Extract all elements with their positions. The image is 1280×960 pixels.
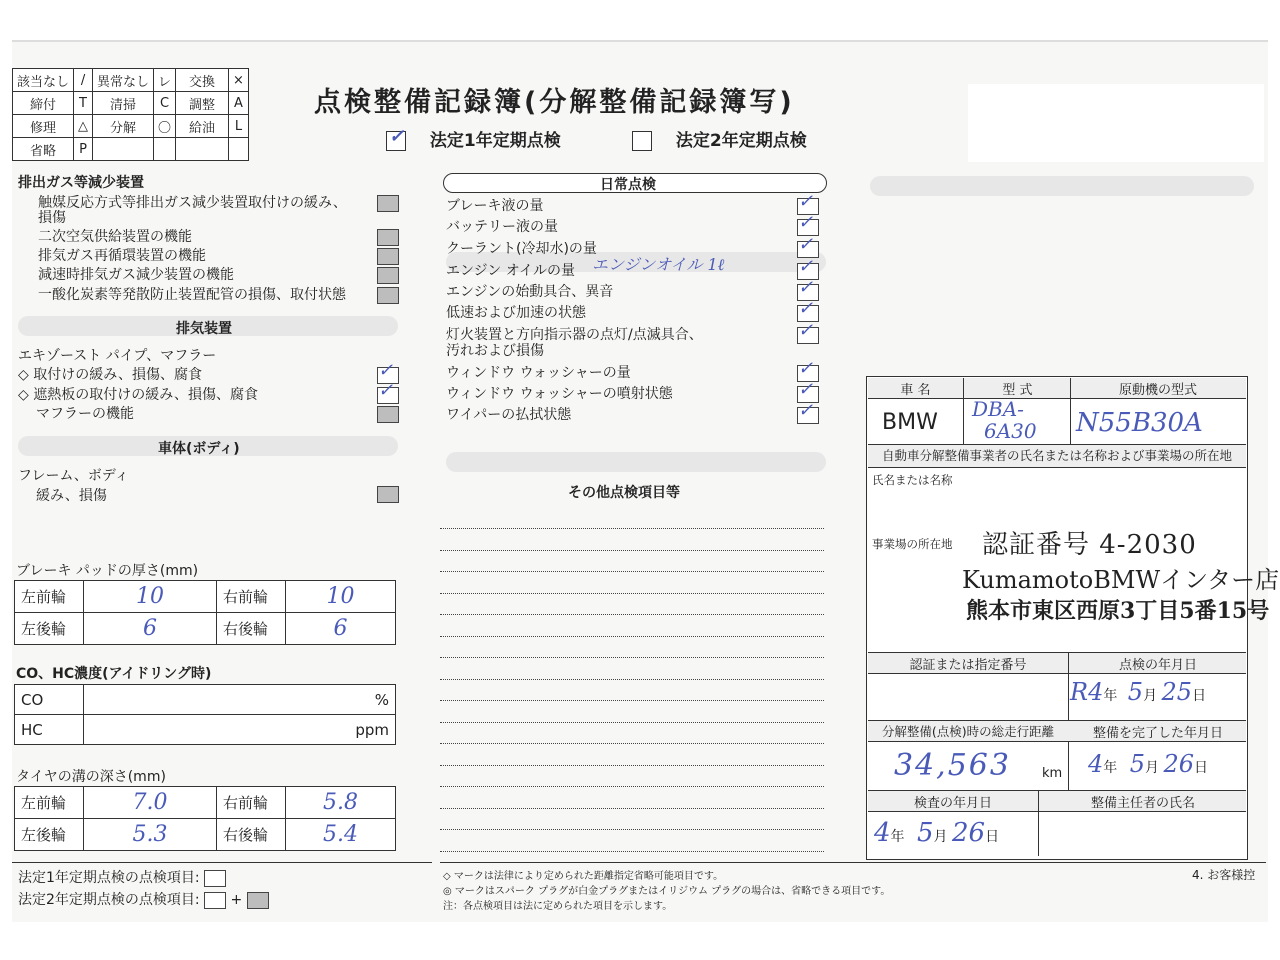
ghost-band <box>870 176 1254 196</box>
daily-item: 灯火装置と方向指示器の点灯/点滅具合、 <box>446 327 703 343</box>
legend-cell: A <box>229 92 249 115</box>
shop-name: KumamotoBMWインター店 <box>962 566 1280 594</box>
year-unit: 年 <box>890 829 905 845</box>
other-item-line[interactable] <box>440 679 824 680</box>
complete-label: 整備を完了した年月日 <box>1092 726 1223 741</box>
note-3: 注：各点検項目は法に定められた項目を示します。 <box>443 901 673 912</box>
other-item-line[interactable] <box>440 550 824 551</box>
legend-cell: P <box>74 138 93 161</box>
legend-gray-box <box>247 892 269 909</box>
month-unit: 月 <box>933 829 948 845</box>
exhaust-item: ◇ 遮熱板の取付けの緩み、損傷、腐食 <box>18 387 259 403</box>
other-item-line[interactable] <box>440 636 824 637</box>
other-item-line[interactable] <box>440 657 824 658</box>
legend-cell: △ <box>74 115 93 138</box>
brake-rr-value[interactable]: 6 <box>286 613 396 645</box>
legend-cell: / <box>74 69 93 92</box>
daily-checkmark: ✓ <box>798 234 814 255</box>
brake-rl-value[interactable]: 6 <box>84 613 217 645</box>
footer-annual2-label: 法定2年定期点検の点検項目: <box>18 892 200 908</box>
legend-cell: 分解 <box>93 115 154 138</box>
tire-fr-label: 右前輪 <box>217 787 286 819</box>
other-item-line[interactable] <box>440 700 824 701</box>
exam-day: 26 <box>952 818 986 848</box>
checkbox-annual1[interactable] <box>386 126 406 151</box>
legend-cell <box>229 138 249 161</box>
emission-checkbox[interactable] <box>377 248 399 265</box>
legend-cell: 修理 <box>13 115 74 138</box>
cert-label: 認証または指定番号 <box>909 658 1027 673</box>
inspect-month: 5 <box>1127 678 1144 706</box>
notes-divider <box>440 862 1266 863</box>
mileage-unit: km <box>1042 766 1063 781</box>
footer-annual1 <box>18 867 226 887</box>
brake-fl-value[interactable]: 10 <box>84 581 217 613</box>
exhaust-checkmark: ✓ <box>378 360 394 381</box>
daily-checkmark: ✓ <box>798 191 814 212</box>
legend-cell: 交換 <box>176 69 229 92</box>
daily-checkmark: ✓ <box>798 320 814 341</box>
legend-cell: C <box>154 92 176 115</box>
emission-item: 減速時排気ガス減少装置の機能 <box>38 267 234 283</box>
legend-cell <box>93 138 154 161</box>
emission-item: 排気ガス再循環装置の機能 <box>38 248 206 264</box>
emission-item: 損傷 <box>38 210 66 226</box>
brake-pad-table <box>14 580 396 645</box>
complete-day: 26 <box>1163 750 1195 778</box>
mileage-value[interactable]: 34,563 <box>894 748 1011 783</box>
footer-annual2 <box>18 889 269 909</box>
tire-fr-value[interactable]: 5.8 <box>286 787 396 819</box>
inspect-day: 25 <box>1161 678 1193 706</box>
footer-plus: + <box>230 892 243 908</box>
daily-checkmark: ✓ <box>798 256 814 277</box>
note-2: ◎ マークはスパーク プラグが白金プラグまたはイリジウム プラグの場合は、省略できる項目です。 <box>443 886 891 897</box>
daily-item: ウィンドウ ウォッシャーの量 <box>446 365 631 381</box>
tire-rr-label: 右後輪 <box>217 819 286 851</box>
brake-rr-label: 右後輪 <box>217 613 286 645</box>
brake-fl-label: 左前輪 <box>15 581 84 613</box>
engine-model-label: 原動機の型式 <box>1118 383 1197 398</box>
other-item-line[interactable] <box>440 829 824 830</box>
daily-item: ブレーキ液の量 <box>446 198 544 214</box>
daily-item: エンジンの始動具合、異音 <box>446 284 614 300</box>
inspect-date-label: 点検の年月日 <box>1118 658 1197 673</box>
exhaust-item: マフラーの機能 <box>36 406 134 422</box>
emission-checkbox[interactable] <box>377 229 399 246</box>
car-name-label: 車 名 <box>900 383 931 398</box>
page-title: 点検整備記録簿(分解整備記録簿写) <box>314 87 795 118</box>
daily-item: ウィンドウ ウォッシャーの噴射状態 <box>446 386 673 402</box>
annual2-label: 法定2年定期点検 <box>675 131 807 151</box>
daily-checkmark: ✓ <box>798 358 814 379</box>
emission-checkbox[interactable] <box>377 287 399 304</box>
legend-row <box>13 92 249 115</box>
exhaust-title: 排気装置 <box>176 321 232 337</box>
legend-cell: T <box>74 92 93 115</box>
day-unit: 日 <box>985 829 1000 845</box>
emission-title: 排出ガス等減少装置 <box>18 175 144 191</box>
oil-handwritten-note: エンジンオイル 1ℓ <box>592 255 725 274</box>
other-item-line[interactable] <box>440 765 824 766</box>
month-unit: 月 <box>1143 688 1158 704</box>
body-item: 緩み、損傷 <box>36 488 107 504</box>
other-title: その他点検項目等 <box>568 485 680 501</box>
exhaust-item: ◇ 取付けの緩み、損傷、腐食 <box>18 367 203 383</box>
exam-date[interactable] <box>874 818 999 848</box>
checkbox-annual2[interactable] <box>632 131 652 151</box>
exhaust-checkmark: ✓ <box>378 380 394 401</box>
legend-row <box>13 115 249 138</box>
model-line-1: DBA- <box>972 397 1024 421</box>
other-item-line[interactable] <box>440 743 824 744</box>
operator-header: 自動車分解整備事業者の氏名または名称および事業場の所在地 <box>868 444 1246 468</box>
other-item-line[interactable] <box>440 614 824 615</box>
legend-cell: 〇 <box>154 115 176 138</box>
daily-item: ワイパーの払拭状態 <box>446 407 572 423</box>
body-checkbox[interactable] <box>377 486 399 503</box>
exam-label: 検査の年月日 <box>913 796 992 811</box>
daily-title: 日常点検 <box>600 177 656 193</box>
year-unit: 年 <box>1103 760 1118 776</box>
complete-date[interactable] <box>1088 750 1208 778</box>
legend-table <box>12 68 249 161</box>
ghost-band <box>446 452 826 472</box>
footer-divider <box>12 862 432 863</box>
other-item-line[interactable] <box>440 593 824 594</box>
annual1-checkmark: ✓ <box>389 126 405 147</box>
divider <box>1038 790 1039 856</box>
inspect-date[interactable] <box>1070 678 1206 706</box>
body-title: 車体(ボディ) <box>158 441 240 457</box>
tire-rl-value[interactable]: 5.3 <box>84 819 217 851</box>
legend-cell: 給油 <box>176 115 229 138</box>
brake-fr-label: 右前輪 <box>217 581 286 613</box>
daily-checkmark: ✓ <box>798 400 814 421</box>
model-line-2: 6A30 <box>984 419 1037 443</box>
daily-item: クーラント(冷却水)の量 <box>446 241 597 257</box>
legend-white-box <box>204 870 226 887</box>
daily-checkmark: ✓ <box>798 212 814 233</box>
co-unit[interactable]: % <box>84 685 396 715</box>
co-title: CO、HC濃度(アイドリング時) <box>16 666 212 682</box>
emission-checkbox[interactable] <box>377 195 399 212</box>
redacted-area <box>968 84 1264 162</box>
cert-number: 認証番号 4-2030 <box>982 530 1197 560</box>
name-label: 氏名または名称 <box>872 473 953 487</box>
complete-year: 4 <box>1088 750 1104 778</box>
tire-rl-label: 左後輪 <box>15 819 84 851</box>
hc-unit[interactable]: ppm <box>84 715 396 745</box>
daily-item: バッテリー液の量 <box>446 219 558 235</box>
hc-label: HC <box>15 715 84 745</box>
month-unit: 月 <box>1145 760 1160 776</box>
other-item-line[interactable] <box>440 786 824 787</box>
chief-label: 整備主任者の氏名 <box>1090 796 1195 811</box>
co-label: CO <box>15 685 84 715</box>
model-value[interactable] <box>972 398 1037 442</box>
ghost-text <box>400 40 411 70</box>
emission-item: 二次空気供給装置の機能 <box>38 229 192 245</box>
divider <box>963 378 964 444</box>
inspection-type-annual1[interactable] <box>386 126 561 151</box>
address-label: 事業場の所在地 <box>872 537 953 551</box>
legend-cell: 省略 <box>13 138 74 161</box>
emission-checkbox[interactable] <box>377 267 399 284</box>
other-item-line[interactable] <box>440 722 824 723</box>
daily-checkmark: ✓ <box>798 277 814 298</box>
body-sub: フレーム、ボディ <box>18 468 129 484</box>
co-table <box>14 684 396 745</box>
note-1: ◇ マークは法律により定められた距離指定省略可能項目です。 <box>443 871 724 882</box>
footer-annual1-label: 法定1年定期点検の点検項目: <box>18 870 200 886</box>
legend-cell: 該当なし <box>13 69 74 92</box>
exam-year: 4 <box>874 818 891 848</box>
daily-item: 汚れおよび損傷 <box>446 343 544 359</box>
legend-cell: 異常なし <box>93 69 154 92</box>
tire-title: タイヤの溝の深さ(mm) <box>16 769 166 785</box>
legend-cell: 調整 <box>176 92 229 115</box>
legend-white-box <box>204 892 226 909</box>
other-item-line[interactable] <box>440 808 824 809</box>
tire-fl-value[interactable]: 7.0 <box>84 787 217 819</box>
complete-month: 5 <box>1129 750 1146 778</box>
legend-cell: × <box>229 69 249 92</box>
day-unit: 日 <box>1192 688 1207 704</box>
emission-item: 触媒反応方式等排出ガス減少装置取付けの緩み、 <box>38 195 347 211</box>
emission-item: 一酸化炭素等発散防止装置配管の損傷、取付状態 <box>38 287 346 303</box>
model-label: 型 式 <box>1002 383 1033 398</box>
exhaust-sub: エキゾースト パイプ、マフラー <box>18 348 217 364</box>
daily-checkmark: ✓ <box>798 379 814 400</box>
legend-cell: 清掃 <box>93 92 154 115</box>
inspection-type-annual2[interactable] <box>632 126 807 151</box>
brake-fr-value[interactable]: 10 <box>286 581 396 613</box>
legend-row <box>13 138 249 161</box>
legend-cell: 締付 <box>13 92 74 115</box>
daily-item: エンジン オイルの量 <box>446 263 576 279</box>
year-unit: 年 <box>1103 688 1118 704</box>
page-label: 4. お客様控 <box>1192 868 1256 882</box>
legend-cell <box>154 138 176 161</box>
exhaust-checkbox[interactable] <box>377 406 399 423</box>
daily-item: 低速および加速の状態 <box>446 305 586 321</box>
legend-row <box>13 69 249 92</box>
legend-cell: レ <box>154 69 176 92</box>
legend-cell: L <box>229 115 249 138</box>
other-item-line[interactable] <box>440 851 824 852</box>
shop-address: 熊本市東区西原3丁目5番15号 <box>966 598 1270 624</box>
exam-month: 5 <box>917 818 934 848</box>
tire-table <box>14 786 396 851</box>
legend-cell <box>176 138 229 161</box>
tire-rr-value[interactable]: 5.4 <box>286 819 396 851</box>
divider <box>1070 378 1071 444</box>
day-unit: 日 <box>1194 760 1209 776</box>
car-name-value[interactable]: BMW <box>882 410 938 435</box>
engine-model-value[interactable]: N55B30A <box>1076 408 1203 438</box>
mileage-label: 分解整備(点検)時の総走行距離 <box>881 724 1055 739</box>
other-item-line[interactable] <box>440 571 824 572</box>
annual1-label: 法定1年定期点検 <box>429 131 561 151</box>
daily-checkmark: ✓ <box>798 298 814 319</box>
other-item-line[interactable] <box>440 528 824 529</box>
inspect-year: R4 <box>1070 678 1104 706</box>
tire-fl-label: 左前輪 <box>15 787 84 819</box>
brake-rl-label: 左後輪 <box>15 613 84 645</box>
brake-pad-title: ブレーキ パッドの厚さ(mm) <box>16 563 199 579</box>
